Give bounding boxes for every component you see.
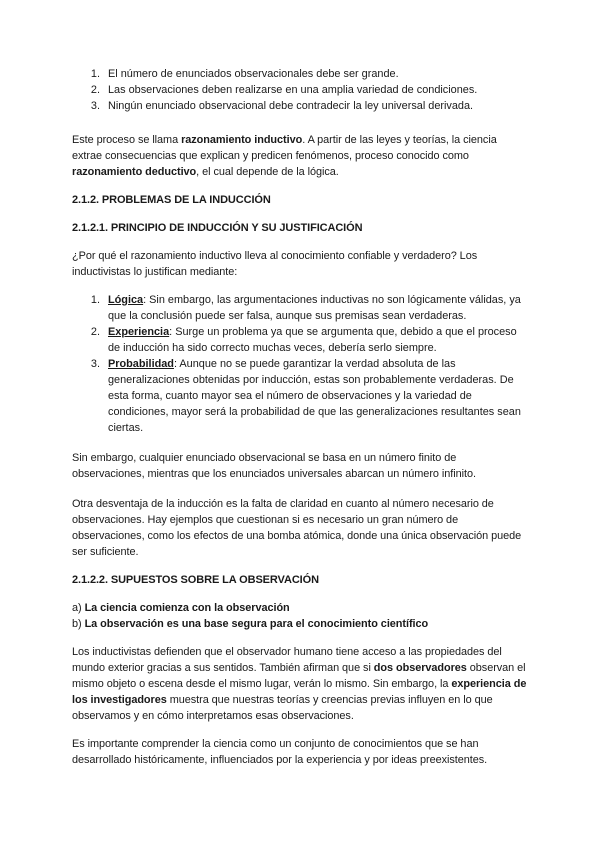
list-item [72, 98, 528, 114]
list-text: Ningún enunciado observacional debe contradecir la ley universal derivada. [108, 100, 474, 112]
term-inductive-reasoning: razonamiento inductivo [181, 134, 303, 146]
list-item [72, 82, 528, 98]
term-logic: Lógica [108, 294, 144, 306]
list-number: 2. [90, 326, 100, 338]
list-item [72, 66, 528, 82]
list-item: 2. Experiencia: Surge un problema ya que se argumenta que, debido a que el proceso de inducción ha sido correcto muchas veces, debería serlo siempre. [72, 324, 528, 356]
document-page [72, 66, 528, 768]
term-experience: Experiencia [108, 326, 170, 338]
paragraph-finite-observations: Sin embargo, cualquier enunciado observacional se basa en un número finito de observaciones, mientras que los enunciados universales abarcan un número infinito. [72, 452, 476, 480]
term-two-observers: dos observadores [373, 662, 467, 674]
paragraph-inductive-reasoning: Este proceso se llama razonamiento inductivo. A partir de las leyes y teorías, la ciencia extrae consecuencias que explican y predicen fenómenos, proceso conocido como razonamiento deductivo, el cual depende de la lógica. [72, 134, 497, 178]
list-number: 2. [90, 84, 100, 96]
list-number: 1. [90, 294, 100, 306]
justifications-list [72, 292, 528, 436]
term-deductive-reasoning: razonamiento deductivo [72, 166, 197, 178]
assumption-b: b) La observación es una base segura para el conocimiento científico [72, 618, 429, 630]
paragraph-observers: Los inductivistas defienden que el observador humano tiene acceso a las propiedades del mundo exterior gracias a sus sentidos. También afirman que si dos observadores observan el mismo objeto o escena desde el mismo lugar, verán lo mismo. Sin embargo, la experiencia de los investigadores muestra que nuestras teorías y creencias previas influyen en lo que observamos y en cómo interpretamos esas observaciones. [72, 646, 527, 722]
term-probability: Probabilidad [108, 358, 174, 370]
list-number: 1. [90, 68, 100, 80]
section-heading-induction-problems: 2.1.2. PROBLEMAS DE LA INDUCCIÓN [72, 194, 271, 206]
list-text: El número de enunciados observacionales debe ser grande. [108, 68, 399, 80]
paragraph-conclusion: Es importante comprender la ciencia como un conjunto de conocimientos que se han desarrollado históricamente, influenciados por la experiencia y por ideas preexistentes. [72, 738, 488, 766]
paragraph-question: ¿Por qué el razonamiento inductivo lleva al conocimiento confiable y verdadero? Los inductivistas lo justifican mediante: [72, 250, 478, 278]
section-heading-induction-principle: 2.1.2.1. PRINCIPIO DE INDUCCIÓN Y SU JUSTIFICACIÓN [72, 222, 363, 234]
term-researchers-experience: experiencia de los investigadores [72, 678, 527, 706]
assumption-a: a) La ciencia comienza con la observación [72, 602, 290, 614]
list-item: 1. Lógica: Sin embargo, las argumentaciones inductivas no son lógicamente válidas, ya que la conclusión puede ser falsa, aunque sus premisas sean verdaderas. [72, 292, 528, 324]
list-number: 3. [90, 100, 100, 112]
list-item: 3. Probabilidad: Aunque no se puede garantizar la verdad absoluta de las generalizaciones obtenidas por inducción, estas son probablemente verdaderas. De esta forma, cuanto mayor sea el número de observaciones y la variedad de condiciones, mayor será la probabilidad de que las generalizaciones resultantes sean ciertas. [72, 356, 528, 436]
section-heading-observation-assumptions: 2.1.2.2. SUPUESTOS SOBRE LA OBSERVACIÓN [72, 574, 319, 586]
list-number: 3. [90, 358, 100, 370]
list-text: Las observaciones deben realizarse en una amplia variedad de condiciones. [108, 84, 478, 96]
paragraph-clarity: Otra desventaja de la inducción es la falta de claridad en cuanto al número necesario de observaciones. Hay ejemplos que cuestionan si es necesario un gran número de observaciones, como los efectos de una bomba atómica, donde una única observación puede ser suficiente. [72, 498, 522, 558]
conditions-list [72, 66, 528, 114]
